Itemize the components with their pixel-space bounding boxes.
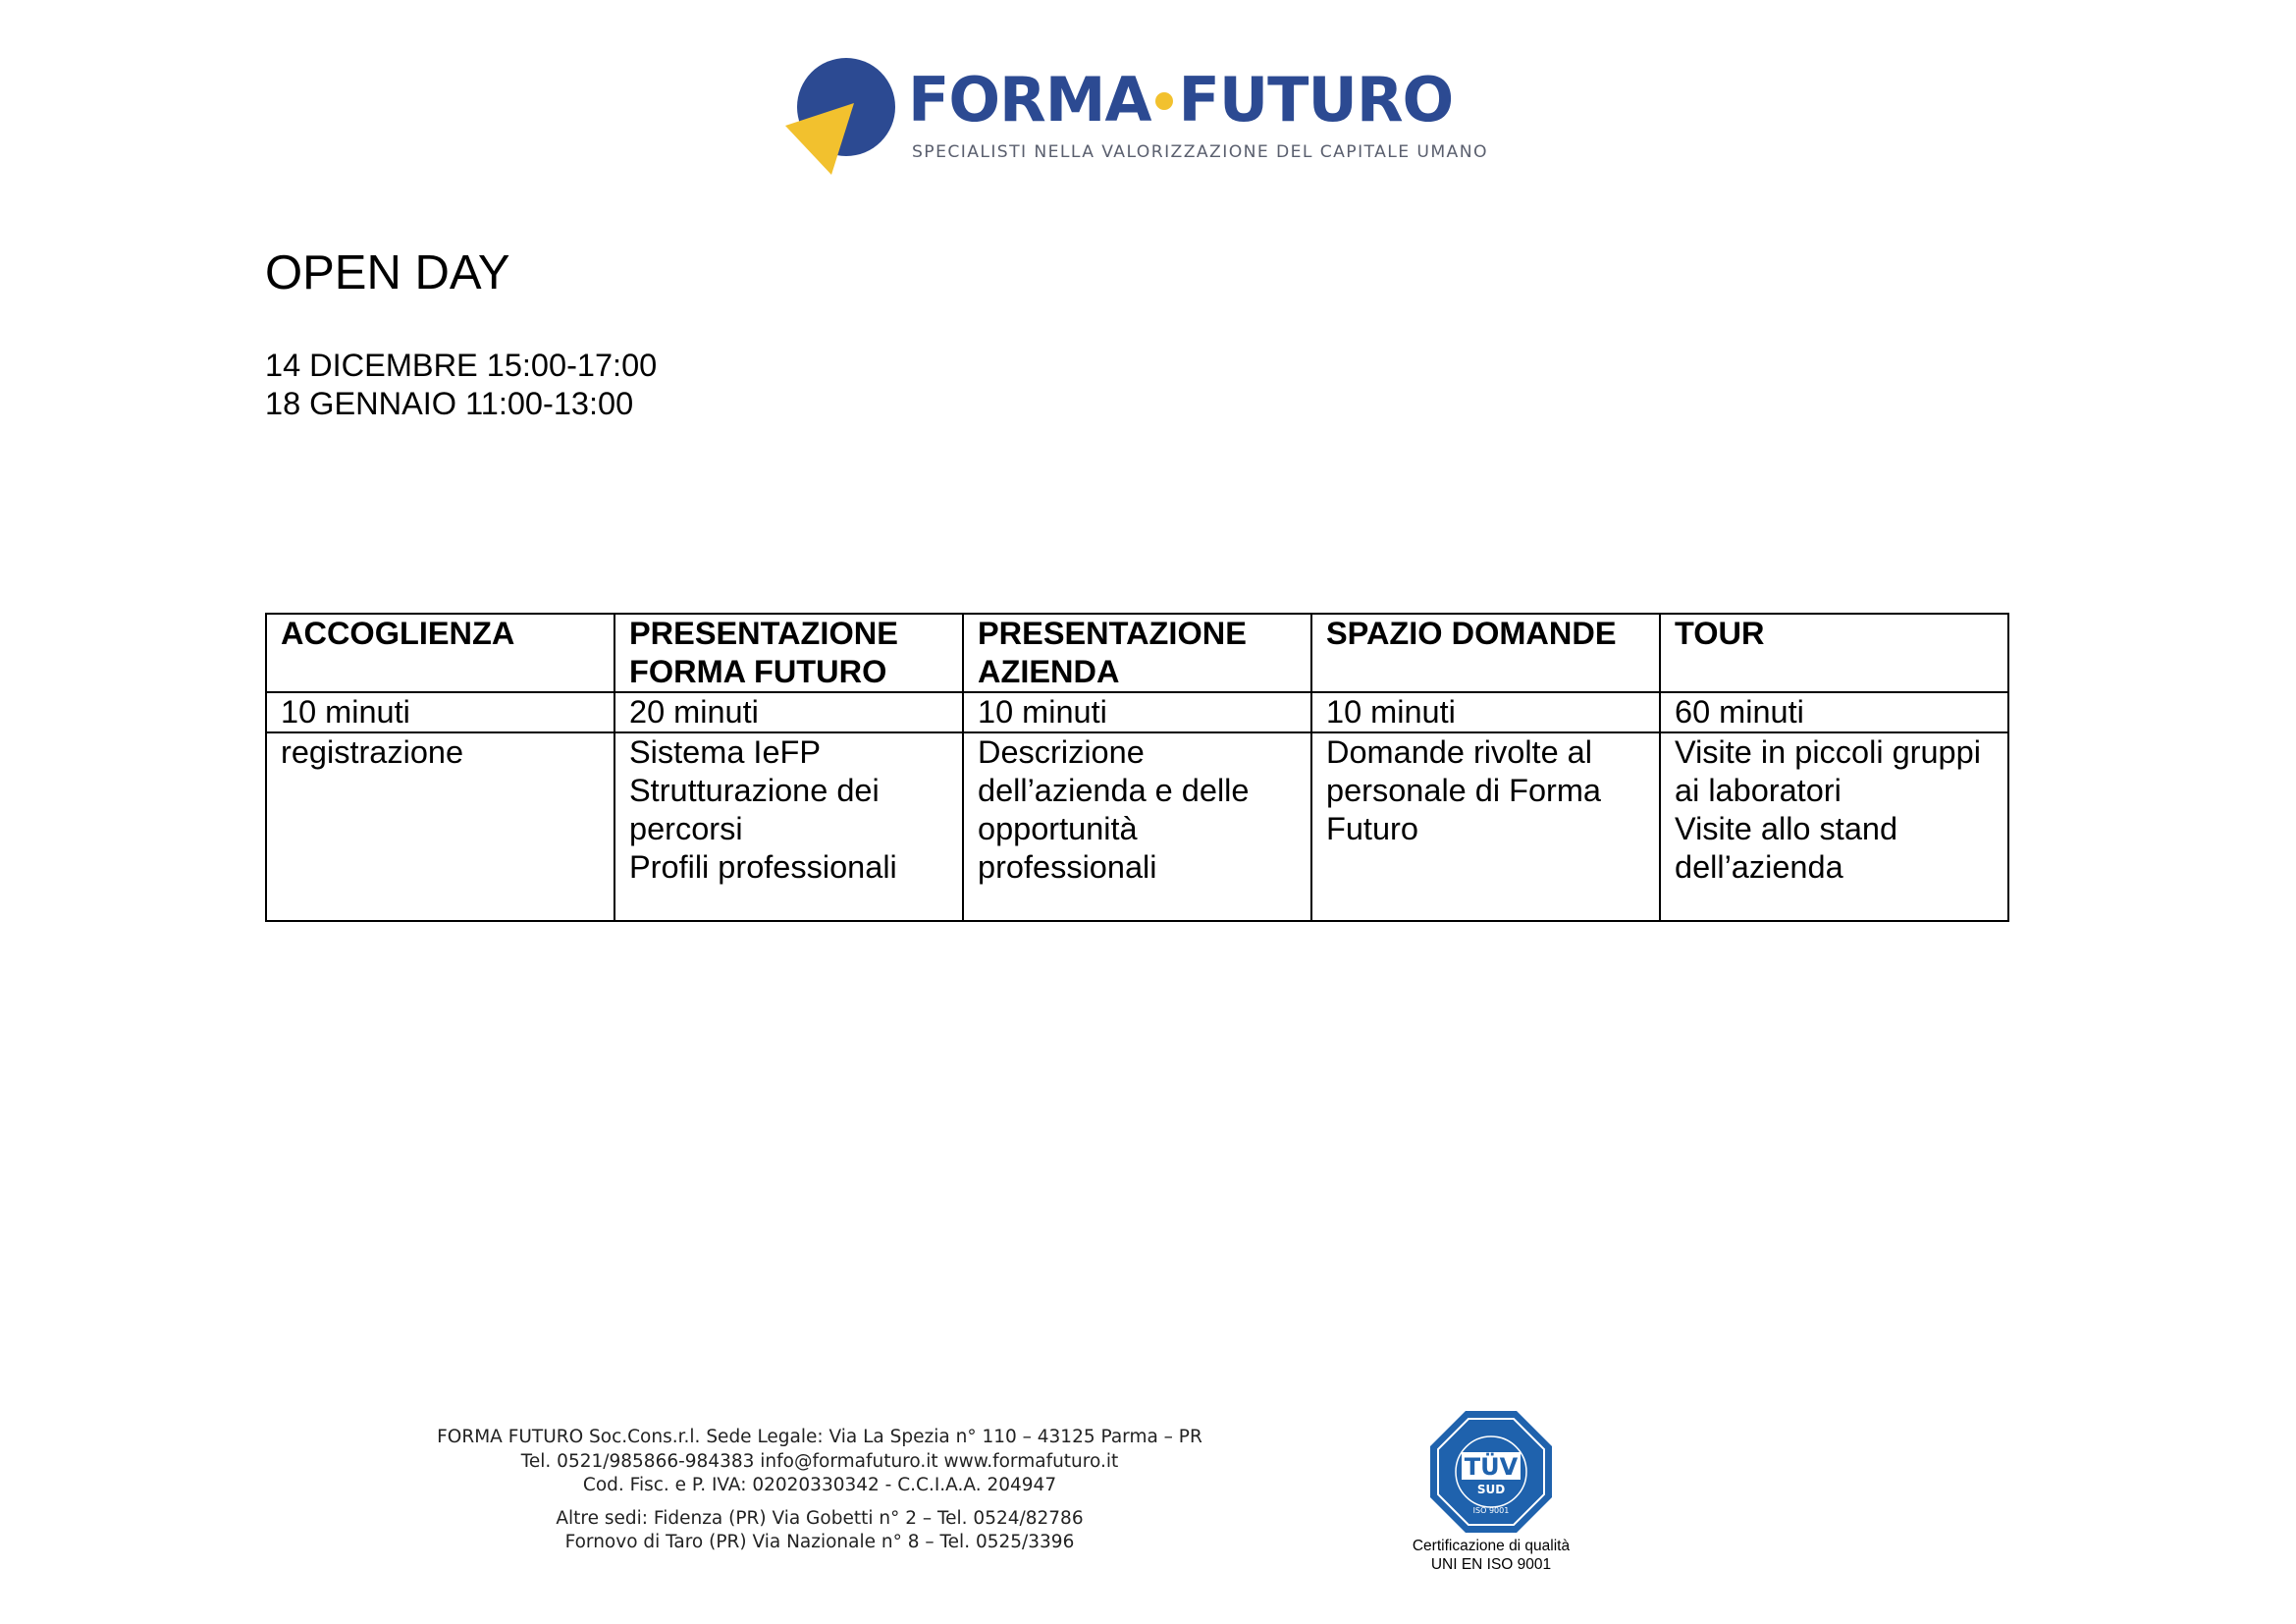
header-text: ACCOGLIENZA <box>281 616 515 651</box>
badge-text: TÜV <box>1464 1453 1519 1481</box>
table-description-row <box>266 732 2008 921</box>
footer-line: Cod. Fisc. e P. IVA: 02020330342 - C.C.I.A.A. 204947 <box>582 1475 1057 1495</box>
header-text: FORMA FUTURO <box>629 654 887 689</box>
description-line: Descrizione <box>978 734 1145 770</box>
event-dates <box>265 347 657 423</box>
description-cell <box>614 732 963 921</box>
table-duration-row <box>266 692 2008 732</box>
brand-logo <box>780 57 1497 185</box>
description-line: professionali <box>978 849 1157 885</box>
header-cell-presentazione-azienda <box>963 614 1311 692</box>
header-text: AZIENDA <box>978 654 1120 689</box>
description-line: personale di Forma <box>1326 773 1601 808</box>
description-line: Visite allo stand <box>1675 811 1898 846</box>
brand-word-forma: FORMA <box>908 64 1151 135</box>
header-cell-spazio-domande <box>1311 614 1660 692</box>
footer-line: FORMA FUTURO Soc.Cons.r.l. Sede Legale: Via La Spezia n° 110 – 43125 Parma – PR <box>437 1427 1202 1447</box>
footer-other-site: Fornovo di Taro (PR) Via Nazionale n° 8 – Tel. 0525/3396 <box>564 1532 1075 1552</box>
badge-sub: SUD <box>1476 1483 1506 1496</box>
tuv-certification-badge-icon <box>1428 1409 1554 1535</box>
caption-line: Certificazione di qualità <box>1412 1538 1571 1554</box>
description-cell <box>266 732 614 921</box>
header-text: PRESENTAZIONE <box>978 616 1247 651</box>
description-line: Domande rivolte al <box>1326 734 1592 770</box>
description-line: Sistema IeFP <box>629 734 822 770</box>
description-line: ai laboratori <box>1675 773 1842 808</box>
description-cell <box>1311 732 1660 921</box>
header-text: TOUR <box>1675 616 1765 651</box>
certification-block <box>1378 1409 1604 1574</box>
duration-cell: 10 minuti <box>266 692 614 732</box>
brand-tagline: SPECIALISTI NELLA VALORIZZAZIONE DEL CAPITALE UMANO <box>912 142 1488 162</box>
footer-line: Tel. 0521/985866-984383 info@formafuturo.it www.formafuturo.it <box>520 1450 1119 1472</box>
description-line: percorsi <box>629 811 743 846</box>
description-line: Visite in piccoli gruppi <box>1675 734 1981 770</box>
caption-line: UNI EN ISO 9001 <box>1430 1556 1552 1573</box>
certification-caption <box>1378 1537 1604 1574</box>
header-cell-presentazione-forma-futuro <box>614 614 963 692</box>
duration-cell: 20 minuti <box>614 692 963 732</box>
duration-cell: 10 minuti <box>1311 692 1660 732</box>
description-cell <box>1660 732 2008 921</box>
description-line: Strutturazione dei <box>629 773 880 808</box>
description-line: Profili professionali <box>629 849 897 885</box>
header-cell-accoglienza <box>266 614 614 692</box>
footer-spacer <box>417 1498 1222 1507</box>
description-line: dell’azienda e delle <box>978 773 1250 808</box>
brand-word-futuro: FUTURO <box>1178 64 1454 135</box>
badge-iso: ISO 9001 <box>1472 1506 1510 1515</box>
duration-cell: 60 minuti <box>1660 692 2008 732</box>
table-header-row <box>266 614 2008 692</box>
description-cell <box>963 732 1311 921</box>
description-line: registrazione <box>281 734 464 770</box>
header-cell-tour <box>1660 614 2008 692</box>
company-footer <box>417 1426 1222 1555</box>
description-line: opportunità <box>978 811 1138 846</box>
event-date-1: 14 DICEMBRE 15:00-17:00 <box>265 348 658 383</box>
schedule-table <box>265 613 2009 922</box>
forma-futuro-logo-icon <box>780 57 908 185</box>
header-text: SPAZIO DOMANDE <box>1326 616 1617 651</box>
footer-other-site: Altre sedi: Fidenza (PR) Via Gobetti n° 2 – Tel. 0524/82786 <box>556 1507 1084 1529</box>
header-text: PRESENTAZIONE <box>629 616 898 651</box>
brand-dot-icon <box>1155 92 1173 110</box>
description-line: dell’azienda <box>1675 849 1843 885</box>
description-line: Futuro <box>1326 811 1418 846</box>
duration-cell: 10 minuti <box>963 692 1311 732</box>
event-date-2: 18 GENNAIO 11:00-13:00 <box>265 386 634 421</box>
page-title: OPEN DAY <box>265 246 510 299</box>
brand-wordmark <box>908 64 1454 135</box>
